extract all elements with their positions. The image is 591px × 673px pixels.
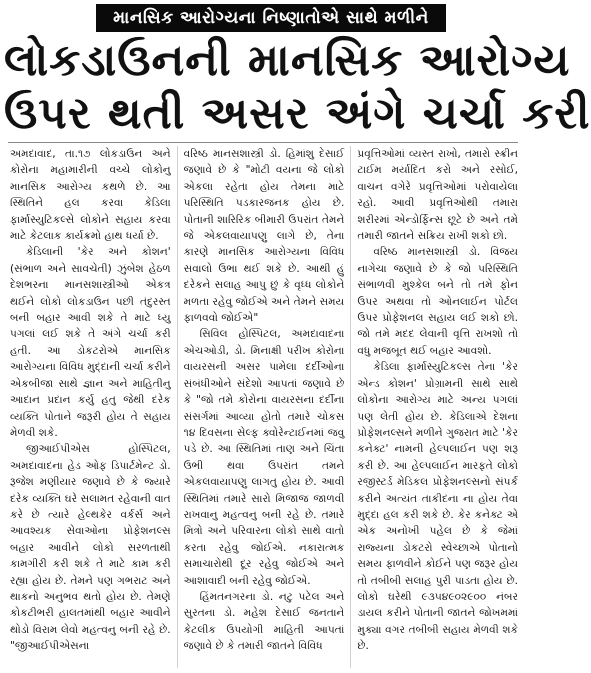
article-paragraph: હિંમતનગરના ડો. નટુ પટેલ અને સુરતના ડો. મહેશ દેસાઈ જનતાને કેટલીક ઉપયોગી માહિતી આપતાં જણાવે છે કે તમારી જાતને વિવિધ [183,590,345,653]
headline-divider [8,142,518,143]
article-body [10,146,518,668]
article-paragraph: વરિષ્ઠ માનસશાસ્ત્રી ડો. વિજય નાગેચા જણાવે છે કે જો પરિસ્થિતિ સંભાળવી મુશ્કેલ બને તો તમે ફોન ઉપર અથવા તો ઓનલાઈન પોર્ટલ ઉપર પ્રોફેશનલ સહાય લઈ શકો છો. જો તમે મદદ લેવાની વૃત્તિ રાખશો તો વધુ મજબૂત થઈ બહાર આવશો. [357,246,519,357]
article-paragraph: અમદાવાદ, તા.૧૭ લોકડાઉન અને કોરોના મહામારીની વચ્ચે લોકોનુ માનસિક આરોગ્ય કથળે છે. આ સ્થિતિને હલ કરવા કેડિલા ફાર્માસ્યુટિકલ્સે લોકોને સહાય કરવા માટે કેટલાક કાર્યક્રમો હાથ ધર્યા છે. [10,148,171,243]
article-paragraph: જીઆઈપીએસ હોસ્પિટલ, અમદાવાદના હેડ ઓફ ડિપાર્ટમેન્ટ ડો. રૂજેશ મણીયાર જણાવે છે કે જ્યારે દરેક વ્યક્તિ ઘરે સલામત રહેવાની વાત કરે છે ત્યારે હેલ્થકેર વર્કર્સ અને આવશ્યક સેવાઓના પ્રોફેશનલ્સ બહાર આવીને લોકો સરળતાથી કામગીરી કરી શકે તે માટે કામ કરી રહ્યા હોય છે. તેમને પણ ગભરાટ અને થાકનો અનુભવ થતો હોય છે. તેમણે કોકટીભરી હાલતમાંથી બહાર આવીને થોડો વિરામ લેવો મહત્વનુ બની રહે છે. "જીઆઈપીએસના [10,443,171,653]
headline-line-1: લોકડાઉનની માનસિક આરોગ્ય [4,35,571,86]
article-paragraph: વરિષ્ઠ માનસશાસ્ત્રી ડો. હિમાંશુ દેસાઈ જણાવે છે કે "મોટી વયના જે લોકો એકલા રહેતા હોય તેમના માટે પરિસ્થિતિ પડકારજનક હોય છે. પોતાની શારિરિક બીમારી ઉપરાંત તેમને જે એકલવાયાપણુ લાગે છે, તેના કારણે માનસિક આરોગ્યના વિવિધ સવાલો ઉભા થઈ શકે છે. આથી હું દરેકને સલાહ આપુ છું કે વૃધ્ધ લોકોને મળતા રહેવુ જોઈએ અને તેમને સમય ફાળવવો જોઈએ" [183,148,345,325]
article-paragraph: કેડિલા ફાર્માસ્યુટિકલ્સ તેના 'કેર એન્ડ કોશન' પ્રોગ્રામની સાથે સાથે લોકોના આરોગ્ય માટે અન્ય પગલાં પણ લેતી હોય છે. કેડિલાએ દેશના પ્રોફેશનલ્સને મળીને ગુજરાત માટે 'કેર કનેક્ટ' નામની હેલ્પલાઈન પણ શરૂ કરી છે. આ હેલ્પલાઈન મારફતે લોકો રજીસ્ટર્ડ મેડિકલ પ્રોફેશનલ્સનો સંપર્ક કરીને અત્યંત તાકીદના ના હોય તેવા મુદ્દા હલ કરી શકે છે. કેર કનેક્ટ એ એક અનોખી પહેલ છે કે જેમાં રાજ્યના ડોકટરો સ્વેચ્છાએ પોતાનો સમય ફાળવીને કોઈને પણ જરૂર હોય તો તબીબી સલાહ પુરી પાડતા હોય છે. લોકો ઘરેથી ૯૩૫૪૯૦૨૯૦૦ નંબર ડાયલ કરીને પોતાની જાતને જોખમમાં મુક્યા વગર તબીબી સહાય મેળવી શકે છે. [357,361,519,653]
headline-line-2: ઉપર થતી અસર અંગે ચર્ચા કરી [4,88,591,139]
article-paragraph: કેડિલાની 'કેર અને કોશન' (સંભાળ અને સાવચેતી) ઝુંબેશ હેઠળ દેશભરના માનસશાસ્ત્રીઓ એકત્ર થઈને લોકો લોકડાઉન પછી તંદુરસ્ત બની બહાર આવી શકે તે માટે ધ્યુ પગલાં લઈ શકે તે અંગે ચર્ચા કરી હતી. આ ડોકટરોએ માનસિક આરોગ્યના વિવિધ મુદ્દાની ચર્ચા કરીને એકબીજા સાથે જ્ઞાન અને માહિતીનુ આદાન પ્રદાન કર્યુ હતુ જેથી દરેક વ્યક્તિ પોતાને જરૂરી હોય તે સહાય મેળવી શકે. [10,246,171,439]
column-divider [177,146,178,668]
column-divider [350,146,351,668]
article-column-2 [184,146,345,668]
article-column-1 [10,146,171,668]
article-paragraph: પ્રવૃત્તિઓમાં વ્યસ્ત રાખો, તમારો સ્ક્રીન ટાઈમ મર્યાદિત કરો અને રસોઈ, વાચન વગેરે પ્રવૃત્તિઓમાં પરોવાયેલા રહો. આવી પ્રવૃત્તિઓથી તમારા શરીરમાં એન્ડોર્ફિન્સ છૂટે છે અને તમે તમારી જાતને સક્રિય રાખી શકો છો. [357,148,519,243]
article-paragraph: સિવિલ હોસ્પિટલ, અમદાવાદના એચઓડી, ડો. મિનાક્ષી પરીખ કોરોના વાયરસની અસર પામેલા દર્દીઓના સંબંધીઓને સંદેશો આપતાં જણાવે છે કે "જો તમે કોરોના વાયરસના દર્દીના સંસર્ગમાં આવ્યા હોતો તમારે ચોકસ ૧૪ દિવસના સેલ્ફ ક્વોરેન્ટાઈનમાં જવુ પડે છે. આ સ્થિતિમાં તાણ અને ચિંતા ઉભી થવા ઉપરાંત તમને એકલવાયાપણુ લાગતુ હોય છે. આવી સ્થિતિમાં તમારે સારો મિજાજ જાળવી રાખવાનુ મહત્વનુ બની રહે છે. તમારે મિત્રો અને પરિવારના લોકો સાથે વાતો કરતા રહેવુ જોઈએ. નકારાત્મક સમાચારોથી દૂર રહેવુ જોઈએ અને આશાવાદી બની રહેવુ જોઈએ. [183,328,345,587]
kicker-banner: માનસિક આરોગ્યના નિષ્ણાતોએ સાથે મળીને [96,4,446,32]
article-column-3 [357,146,518,668]
